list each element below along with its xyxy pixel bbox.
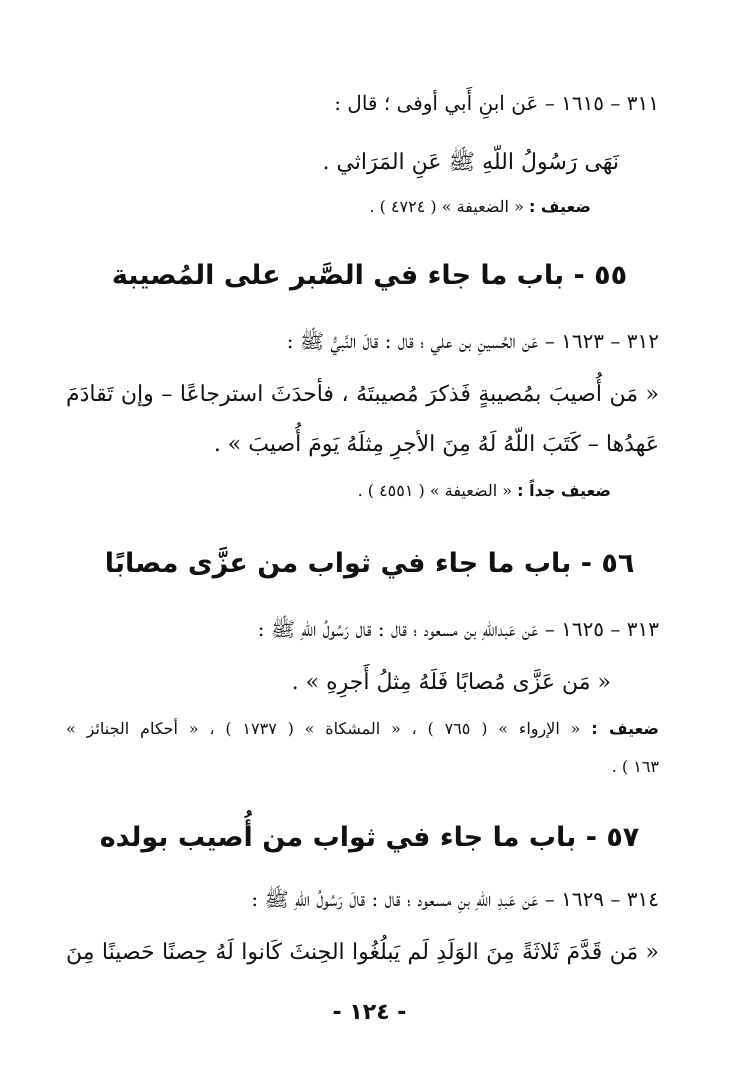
hadith-313-header: ٣١٣ – ١٦٢٥ – عَن عَبداللّهِ بن مسعود ؛ قال : قال رَسُولُ اللّهِ ﷺ : bbox=[257, 617, 659, 641]
hadith-312-text-line2: عَهدُها – كَتَبَ اللّهُ لَهُ مِنَ الأجرِ مِثلَهُ يَومَ أُصيبَ » . bbox=[213, 432, 659, 457]
hadith-311-text: نَهَى رَسُولُ اللّهِ ﷺ عَنِ المَرَاثي . bbox=[322, 150, 619, 175]
chapter-heading-56: ٥٦ - باب ما جاء في ثواب من عزَّى مصابًا bbox=[104, 548, 635, 579]
page-number: - ١٢٤ - bbox=[332, 1000, 407, 1025]
hadith-314-header: ٣١٤ – ١٦٢٩ – عَن عَبدِ اللّهِ بنِ مسعود ؛ قال : قالَ رَسُولُ اللّهِ ﷺ : bbox=[251, 887, 659, 911]
hadith-311-header bbox=[60, 88, 659, 118]
chapter-heading-55: ٥٥ - باب ما جاء في الصَّبر على المُصيبة bbox=[111, 260, 628, 291]
grade-label: ضعيف : bbox=[528, 197, 591, 216]
hadith-313-grading bbox=[66, 714, 659, 744]
grade-reference: « الضعيفة » ( ٤٧٢٤ ) . bbox=[369, 197, 524, 216]
hadith-313-grading-line2: ١٦٣ ) . bbox=[611, 757, 659, 776]
hadith-311-isnad: ٣١١ – ١٦١٥ – عَن ابنِ أَبي أوفى ؛ قال : bbox=[334, 91, 659, 115]
hadith-312-grading bbox=[60, 476, 611, 506]
hadith-314-text: « مَن قَدَّمَ ثَلاثَةً مِنَ الوَلَدِ لَم يَبلُغُوا الحِنثَ كَانوا لَهُ حِصنًا حَصينًا مِنَ bbox=[66, 940, 659, 965]
hadith-311-grading bbox=[60, 192, 591, 222]
grade-label: ضعيف جداً : bbox=[517, 481, 611, 500]
hadith-312-text-line1: « مَن أُصيبَ بمُصيبةٍ فَذكرَ مُصيبتَهُ ، فأحدَثَ استرجاعًا – وإن تَقادَمَ bbox=[66, 382, 659, 407]
grade-label: ضعيف : bbox=[591, 719, 660, 738]
chapter-heading-57: ٥٧ - باب ما جاء في ثواب من أُصيب بولده bbox=[99, 822, 640, 853]
grade-reference: « الضعيفة » ( ٤٥٥١ ) . bbox=[357, 481, 513, 500]
grade-reference-line1: « الإرواء » ( ٧٦٥ ) ، « المشكاة » ( ١٧٣٧ ) ، « أحكام الجنائز » bbox=[66, 719, 581, 738]
hadith-313-text: « مَن عَزَّى مُصابًا فَلَهُ مِثلُ أَجرِهِ » . bbox=[291, 670, 611, 695]
hadith-312-header: ٣١٢ – ١٦٢٣ – عَن الحُسينِ بن علي ؛ قال : قالَ النَّبيُّ ﷺ : bbox=[286, 329, 659, 353]
